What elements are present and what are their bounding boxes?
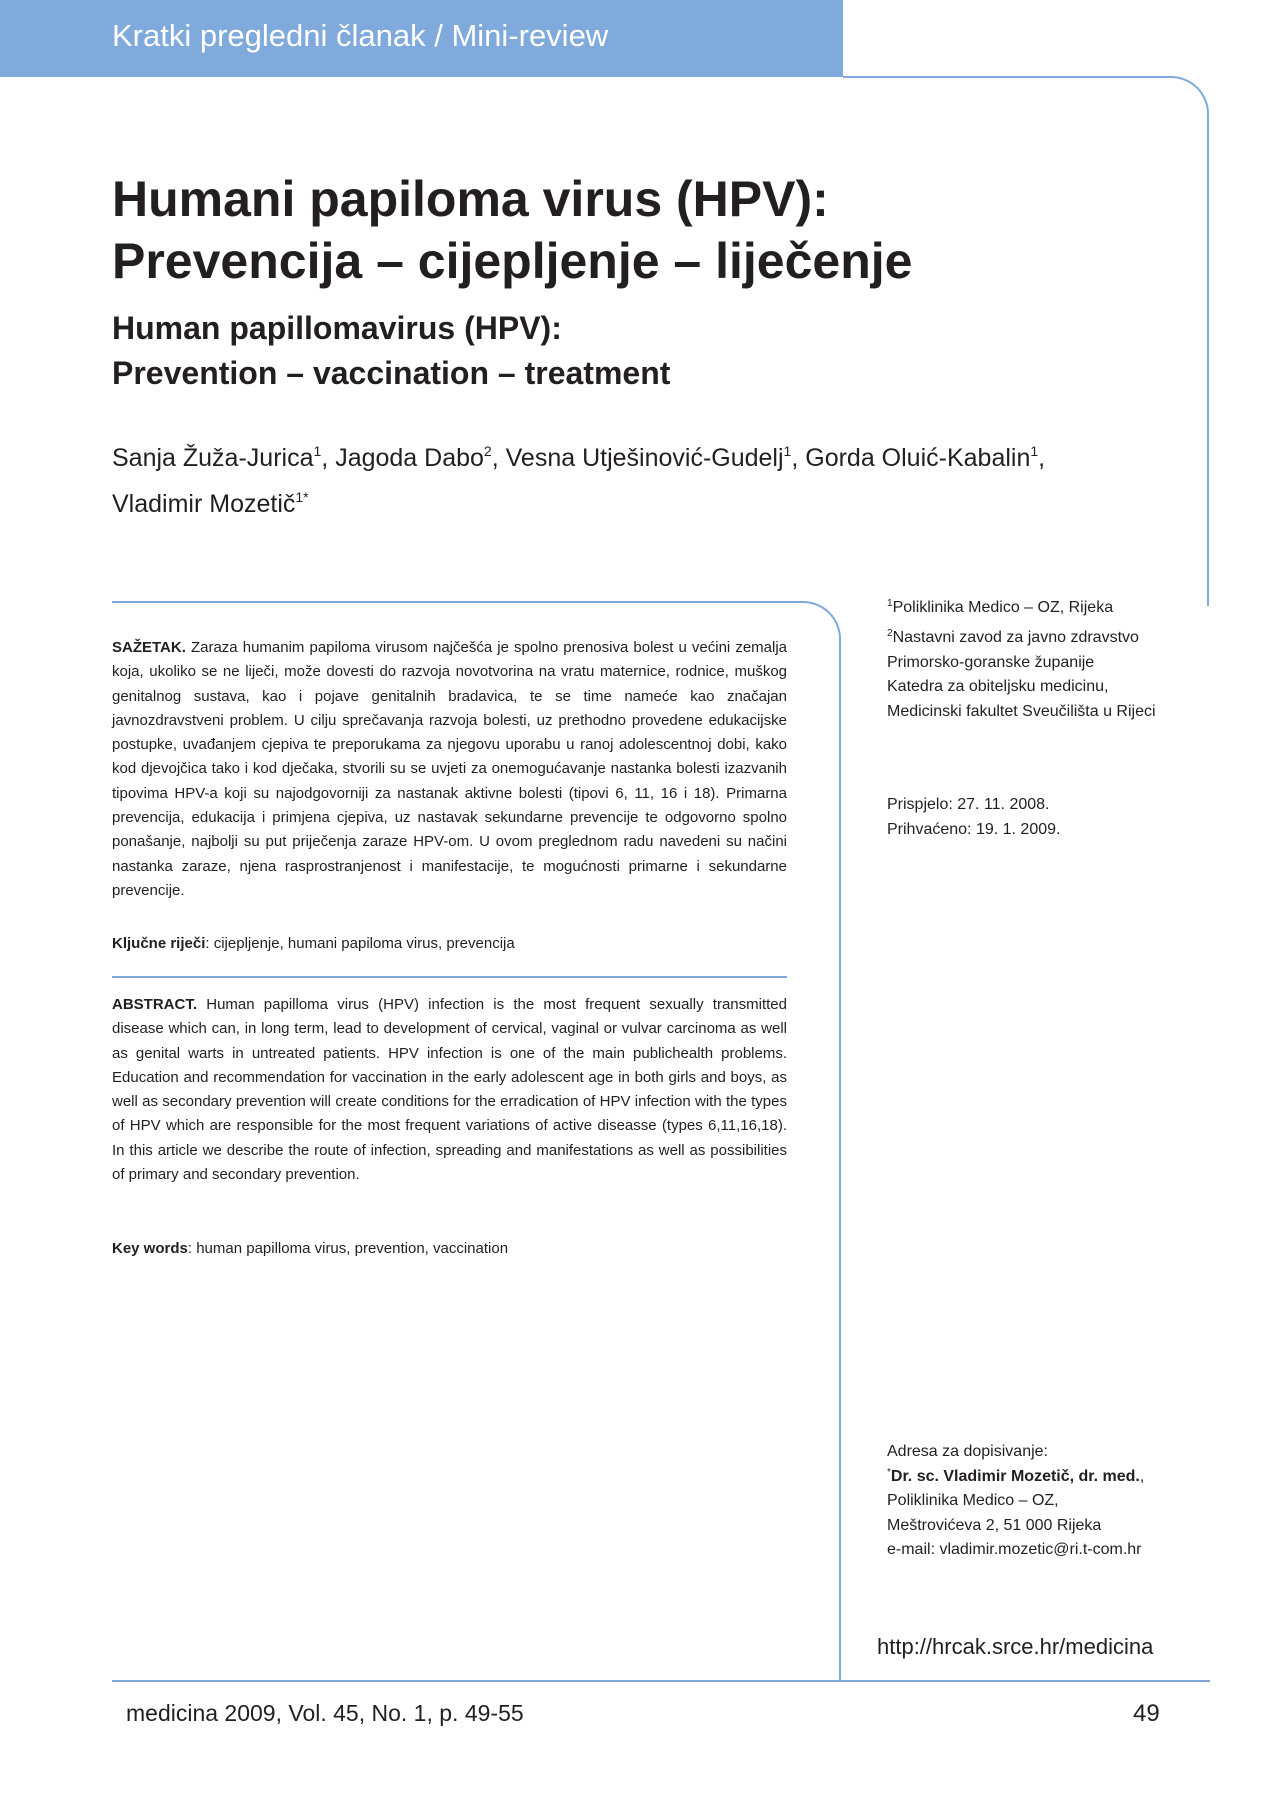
author: Jagoda Dabo$^2$,	[335, 443, 506, 472]
author: Vladimir Mozetič$^{1*}$	[112, 489, 309, 518]
sazetak-label: SAŽETAK.	[112, 639, 186, 656]
key-words-text: human papilloma virus, prevention, vaccination	[196, 1240, 509, 1257]
section-label: Kratki pregledni članak / Mini-review	[112, 18, 609, 53]
received-accepted-dates	[887, 793, 1060, 842]
kljucne-rijeci-text: cijepljenje, humani papiloma virus, prevencija	[213, 935, 515, 952]
affiliation-1: $^1$Poliklinika Medico – OZ, Rijeka	[887, 598, 1114, 616]
journal-url-link[interactable]: http://hrcak.srce.hr/medicina	[877, 1634, 1154, 1659]
correspondence-address: Adresa za dopisivanje: *Dr. sc. Vladimir Mozetič, dr. med., Poliklinika Medico – OZ, Meštrovićeva 2, 51 000 Rijeka e-mail: vladimir.mozetic@ri.t-com.hr	[887, 1443, 1145, 1558]
author: Sanja Žuža-Jurica$^1$,	[112, 443, 336, 472]
title-en-line2: Prevention – vaccination – treatment	[112, 355, 671, 391]
corresponding-author: Dr. sc. Vladimir Mozetič, dr. med.	[890, 1467, 1140, 1485]
abstract-paragraph	[112, 993, 787, 1187]
sazetak-paragraph	[112, 636, 787, 903]
sazetak-text: Zaraza humanim papiloma virusom najčešća je spolno prenosiva bolest u većini zemalja koja, ukoliko se ne liječi, može dovesti do razvoja novotvorina na vratu maternice, rodnice, muškog genitalnog sustava, kao i pojave genitalnih bradavica, te se time nameće kao značajan javnozdravstveni problem. U cilju sprečavanja razvoja bolesti, uz prethodno provedene edukacijske postupke, uvađanjem cjepiva te preporukama za njegovu uporabu u ranoj adolescentnoj dobi, kako kod djevojčica tako i kod dječaka, stvorili su se uvjeti za onemogućavanje nastanka bolesti izazvanih tipovima HPV-a koji su najodgovorniji za nastanak aktivne bolesti (tipovi 6, 11, 16 i 18). Primarna prevencija, edukacija i primjena cjepiva, uz nastavak sekundarne prevencije te odgovorno spolno ponašanje, najbolji su put priječenja zaraze HPV-om. U ovom preglednom radu navedeni su načini nastanka zaraze, njena rasprostranjenost i manifestacije, te mogućnosti primarne i sekundarne prevencije.	[112, 639, 788, 899]
title-hr-line1: Humani papiloma virus (HPV):	[112, 171, 829, 227]
abstract-divider	[112, 976, 787, 978]
key-words-label: Key words	[112, 1240, 188, 1257]
author-list	[112, 435, 1112, 527]
received-date: Prispjelo: 27. 11. 2008.	[887, 796, 1050, 813]
kljucne-rijeci: Ključne riječi: cijepljenje, humani papiloma virus, prevencija	[112, 935, 515, 952]
abstract-text: Human papilloma virus (HPV) infection is the most frequent sexually transmitted disease which can, in long term, lead to development of cervical, vaginal or vulvar carcinoma as well as genital warts in untreated patients. HPV infection is one of the main publichealth problems. Education and recommendation for vaccination in the early adolescent age in both girls and boys, as well as secondary prevention will create conditions for the erradication of HPV infection with the types of HPV which are responsible for the most frequent variations of active diseasse (types 6,11,16,18). In this article we describe the route of infection, spreading and manifestations as well as possibilities of primary and secondary prevention.	[112, 996, 787, 1184]
title-hr-line2: Prevencija – cijepljenje – liječenje	[112, 233, 913, 289]
address-heading: Adresa za dopisivanje:	[887, 1443, 1048, 1460]
article-title-croatian	[112, 168, 1112, 292]
kljucne-rijeci-label: Ključne riječi	[112, 935, 206, 952]
accepted-date: Prihvaćeno: 19. 1. 2009.	[887, 820, 1061, 838]
title-en-line1: Human papillomavirus (HPV):	[112, 310, 562, 346]
author: Gorda Oluić-Kabalin$^1$,	[805, 443, 1046, 472]
journal-citation: medicina 2009, Vol. 45, No. 1, p. 49-55	[126, 1700, 524, 1726]
key-words: Key words: human papilloma virus, prevention, vaccination	[112, 1240, 509, 1257]
page-number: 49	[1133, 1700, 1160, 1727]
email-link[interactable]: e-mail: vladimir.mozetic@ri.t-com.hr	[887, 1541, 1142, 1558]
author: Vesna Utješinović-Gudelj$^1$,	[505, 443, 806, 472]
abstract-label: ABSTRACT.	[112, 996, 197, 1013]
affiliation-2: $^2$Nastavni zavod za javno zdravstvo Primorsko-goranske županije Katedra za obiteljsku medicinu, Medicinski fakultet Sveučilišta u Rijeci	[887, 628, 1156, 720]
article-title-english	[112, 306, 1112, 396]
footer-rule	[112, 1680, 1210, 1682]
